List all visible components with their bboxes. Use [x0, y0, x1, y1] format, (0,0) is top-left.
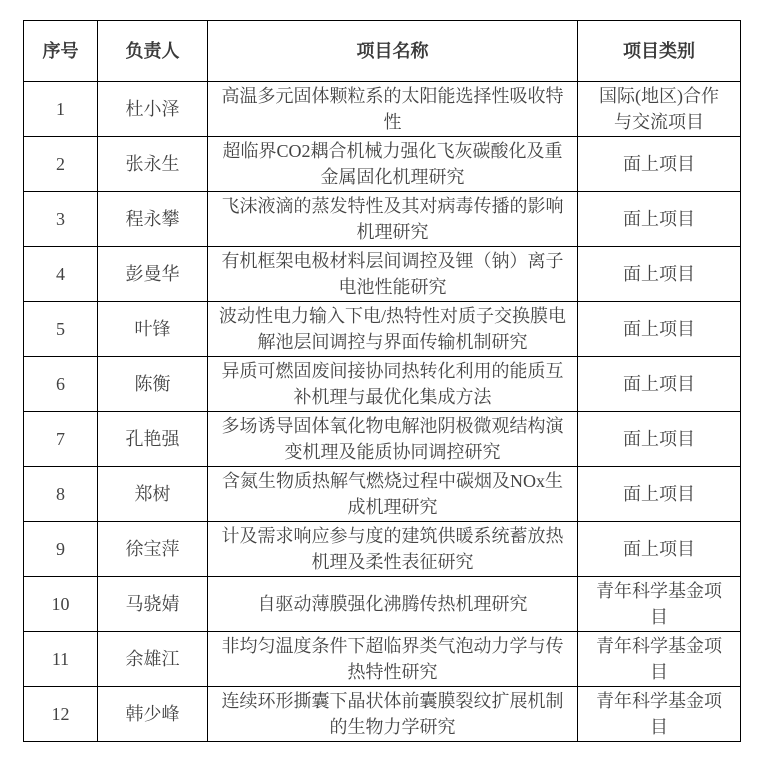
table-row [24, 522, 741, 577]
cell-serial-number: 2 [24, 137, 98, 192]
cell-project-title: 多场诱导固体氧化物电解池阴极微观结构演变机理及能质协同调控研究 [208, 412, 578, 467]
table-row [24, 467, 741, 522]
cell-project-category: 面上项目 [578, 412, 741, 467]
cell-project-title: 飞沫液滴的蒸发特性及其对病毒传播的影响机理研究 [208, 192, 578, 247]
cell-project-title: 自驱动薄膜强化沸腾传热机理研究 [208, 577, 578, 632]
cell-serial-number: 12 [24, 687, 98, 742]
table-row [24, 302, 741, 357]
cell-project-title: 有机框架电极材料层间调控及锂（钠）离子电池性能研究 [208, 247, 578, 302]
cell-project-category: 青年科学基金项目 [578, 632, 741, 687]
cell-project-title: 计及需求响应参与度的建筑供暖系统蓄放热机理及柔性表征研究 [208, 522, 578, 577]
cell-leader: 杜小泽 [98, 82, 208, 137]
cell-serial-number: 1 [24, 82, 98, 137]
table-row [24, 137, 741, 192]
header-cell-serial-number: 序号 [24, 21, 98, 82]
cell-leader: 陈衡 [98, 357, 208, 412]
table-row [24, 687, 741, 742]
cell-serial-number: 8 [24, 467, 98, 522]
table-row [24, 357, 741, 412]
cell-project-category: 面上项目 [578, 247, 741, 302]
table-row [24, 247, 741, 302]
cell-leader: 徐宝萍 [98, 522, 208, 577]
cell-project-title: 高温多元固体颗粒系的太阳能选择性吸收特性 [208, 82, 578, 137]
cell-serial-number: 3 [24, 192, 98, 247]
cell-project-category: 面上项目 [578, 357, 741, 412]
cell-project-title: 异质可燃固废间接协同热转化利用的能质互补机理与最优化集成方法 [208, 357, 578, 412]
cell-leader: 叶锋 [98, 302, 208, 357]
cell-project-category: 面上项目 [578, 522, 741, 577]
table-row [24, 632, 741, 687]
header-row [24, 21, 741, 82]
cell-project-category: 青年科学基金项目 [578, 577, 741, 632]
cell-leader: 马骁婧 [98, 577, 208, 632]
header-cell-project-title: 项目名称 [208, 21, 578, 82]
cell-leader: 彭曼华 [98, 247, 208, 302]
cell-project-category: 面上项目 [578, 192, 741, 247]
cell-leader: 孔艳强 [98, 412, 208, 467]
cell-project-title: 超临界CO2耦合机械力强化飞灰碳酸化及重金属固化机理研究 [208, 137, 578, 192]
cell-leader: 郑树 [98, 467, 208, 522]
cell-leader: 韩少峰 [98, 687, 208, 742]
table-row [24, 192, 741, 247]
cell-leader: 余雄江 [98, 632, 208, 687]
table-row [24, 577, 741, 632]
cell-leader: 张永生 [98, 137, 208, 192]
cell-project-category: 面上项目 [578, 302, 741, 357]
header-cell-project-category: 项目类别 [578, 21, 741, 82]
projects-table [23, 20, 741, 742]
cell-project-title: 含氮生物质热解气燃烧过程中碳烟及NOx生成机理研究 [208, 467, 578, 522]
table-row [24, 412, 741, 467]
cell-leader: 程永攀 [98, 192, 208, 247]
table-row [24, 82, 741, 137]
header-cell-leader: 负责人 [98, 21, 208, 82]
cell-project-title: 波动性电力输入下电/热特性对质子交换膜电解池层间调控与界面传输机制研究 [208, 302, 578, 357]
cell-serial-number: 6 [24, 357, 98, 412]
cell-project-category: 面上项目 [578, 467, 741, 522]
cell-serial-number: 10 [24, 577, 98, 632]
cell-serial-number: 5 [24, 302, 98, 357]
cell-project-category: 青年科学基金项目 [578, 687, 741, 742]
cell-project-title: 非均匀温度条件下超临界类气泡动力学与传热特性研究 [208, 632, 578, 687]
cell-serial-number: 9 [24, 522, 98, 577]
cell-serial-number: 11 [24, 632, 98, 687]
cell-serial-number: 4 [24, 247, 98, 302]
table-body [24, 82, 741, 742]
cell-project-title: 连续环形撕囊下晶状体前囊膜裂纹扩展机制的生物力学研究 [208, 687, 578, 742]
cell-project-category: 面上项目 [578, 137, 741, 192]
cell-serial-number: 7 [24, 412, 98, 467]
cell-project-category: 国际(地区)合作与交流项目 [578, 82, 741, 137]
